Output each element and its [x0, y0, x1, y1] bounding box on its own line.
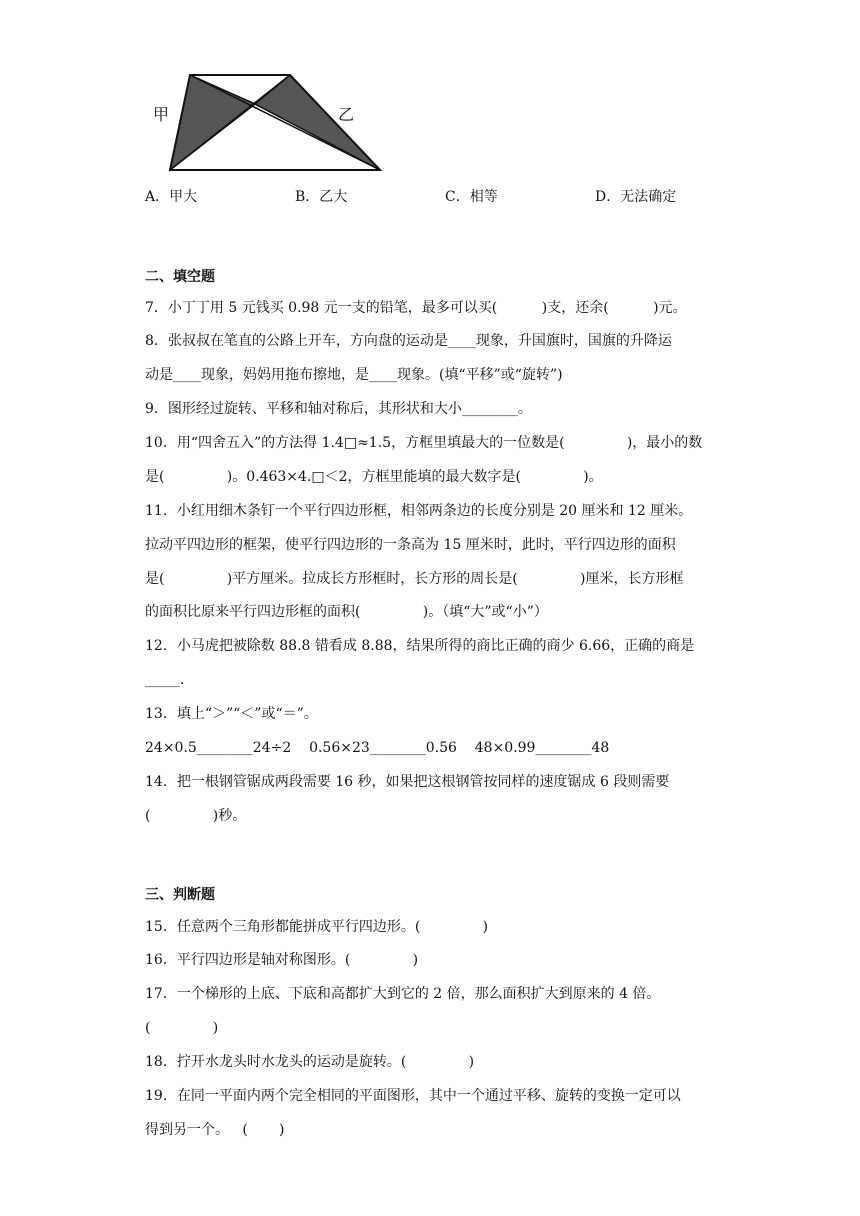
- choice-options: [0, 186, 860, 208]
- option-d: D．无法确定: [595, 189, 677, 205]
- question-15: 15．任意两个三角形都能拼成平行四边形。( ): [145, 919, 489, 935]
- question-16: 16．平行四边形是轴对称图形。( ): [145, 952, 419, 968]
- question-13: 13．填上“＞”“＜”或“＝”。: [145, 706, 318, 722]
- question-10-line1: 10．用“四舍五入”的方法得 1.4□≈1.5，方框里填最大的一位数是( )，最小的数: [145, 435, 703, 451]
- section-fill-in-title: 二、填空题: [145, 269, 215, 285]
- question-8-line2: 动是____现象，妈妈用拖布擦地，是____现象。(填“平移”或“旋转”): [145, 367, 563, 383]
- section-judge-title: 三、判断题: [145, 887, 215, 903]
- question-11-line2: 拉动平四边形的框架，使平行四边形的一条高为 15 厘米时，此时，平行四边形的面积: [145, 537, 676, 553]
- trapezoid-figure: [140, 62, 400, 182]
- question-9: 9．图形经过旋转、平移和轴对称后，其形状和大小________。: [145, 401, 532, 417]
- question-18: 18．拧开水龙头时水龙头的运动是旋转。( ): [145, 1054, 475, 1070]
- option-a: A．甲大: [145, 189, 198, 205]
- question-17-line2: ( ): [145, 1020, 219, 1036]
- question-14-line1: 14．把一根钢管锯成两段需要 16 秒，如果把这根钢管按同样的速度锯成 6 段则需要: [145, 774, 670, 790]
- option-b: B．乙大: [295, 189, 348, 205]
- question-10-line2: 是( )。0.463×4.□＜2，方框里能填的最大数字是( )。: [145, 469, 603, 485]
- question-19-line1: 19．在同一平面内两个完全相同的平面图形，其中一个通过平移、旋转的变换一定可以: [145, 1088, 681, 1104]
- question-12-line1: 12．小马虎把被除数 88.8 错看成 8.88，结果所得的商比正确的商少 6.66，正确的商是: [145, 638, 695, 654]
- question-11-line4: 的面积比原来平行四边形框的面积( )。（填“大”或“小”）: [145, 604, 548, 620]
- triangle-yi: [255, 75, 380, 170]
- question-8-line1: 8．张叔叔在笔直的公路上开车，方向盘的运动是____现象，升国旗时，国旗的升降运: [145, 333, 672, 349]
- question-11-line1: 11．小红用细木条钉一个平行四边形框，相邻两条边的长度分别是 20 厘米和 12 厘米。: [145, 503, 693, 519]
- option-c: C．相等: [445, 189, 498, 205]
- question-19-line2: 得到另一个。 ( ): [145, 1122, 285, 1138]
- triangle-jia: [170, 75, 255, 170]
- question-11-line3: 是( )平方厘米。拉成长方形框时，长方形的周长是( )厘米，长方形框: [145, 571, 684, 587]
- label-jia: 甲: [153, 105, 170, 124]
- question-14-line2: ( )秒。: [145, 808, 247, 824]
- question-13-items: 24×0.5________24÷2 0.56×23________0.56 48×0.99________48: [145, 740, 610, 756]
- question-17-line1: 17．一个梯形的上底、下底和高都扩大到它的 2 倍，那么面积扩大到原来的 4 倍。: [145, 986, 661, 1002]
- question-7: 7．小丁丁用 5 元钱买 0.98 元一支的铅笔，最多可以买( )支，还余( )元。: [145, 300, 687, 316]
- label-yi: 乙: [338, 105, 355, 124]
- question-12-line2: _____.: [145, 672, 185, 688]
